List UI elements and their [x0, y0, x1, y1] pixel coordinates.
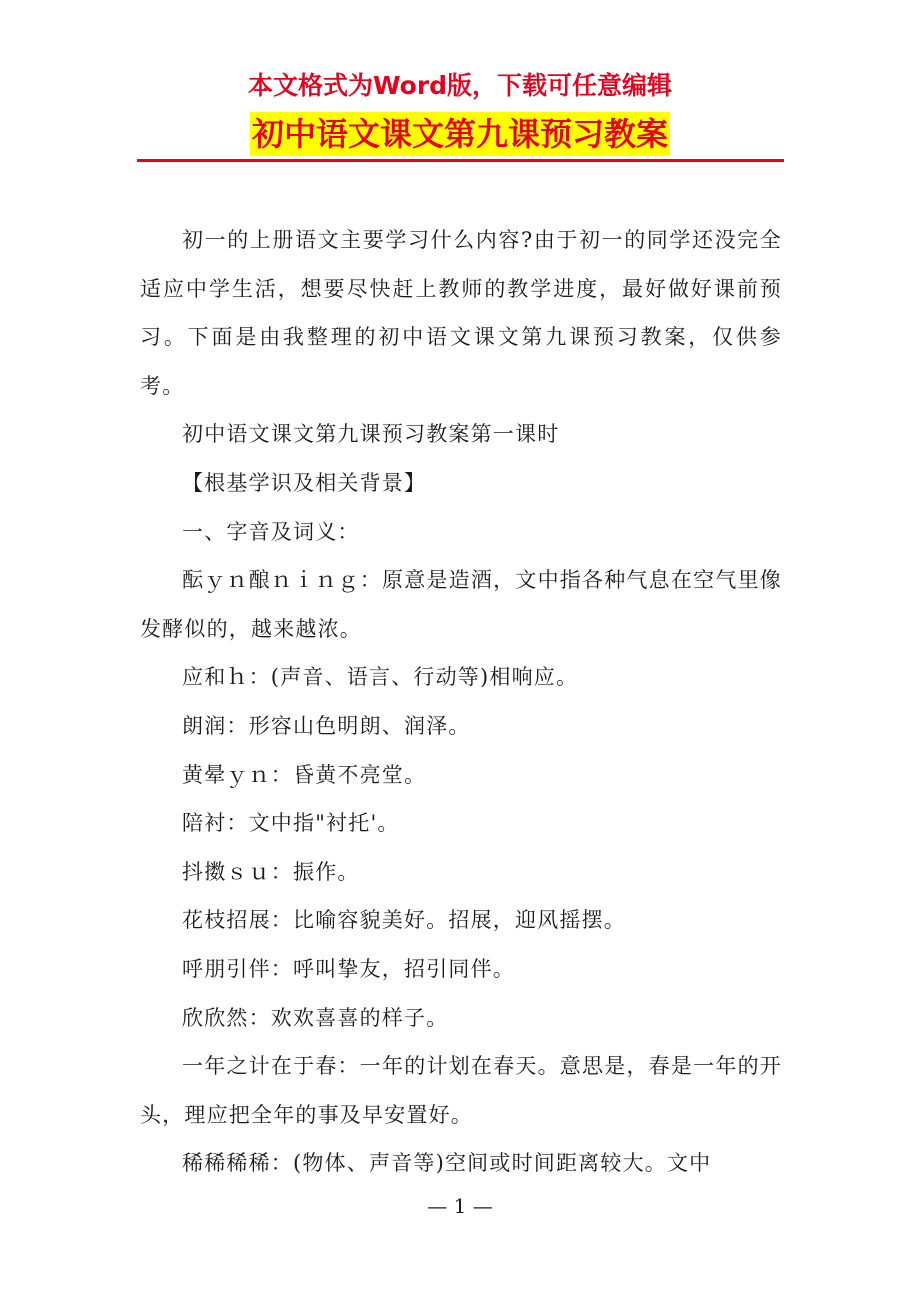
- vocab-entry: 黄晕ｙｎ：昏黄不亮堂。: [182, 762, 427, 787]
- document-body: [140, 216, 782, 1188]
- section-heading: 【根基学识及相关背景】: [182, 470, 427, 495]
- vocab-entry: 应和ｈ：(声音、语言、行动等)相响应。: [182, 665, 579, 690]
- intro-paragraph: 初一的上册语文主要学习什么内容?由于初一的同学还没完全适应中学生活，想要尽快赶上教师的教学进度，最好做好课前预习。下面是由我整理的初中语文课文第九课预习教案，仅供参考。: [140, 228, 782, 398]
- title-block: [0, 112, 920, 156]
- format-notice: 本文格式为Word版，下载可任意编辑: [247, 71, 673, 100]
- vocab-entry: 陪衬：文中指"衬托'。: [182, 811, 400, 836]
- page-number: — 1 —: [427, 1194, 493, 1218]
- vocab-entry: 呼朋引伴：呼叫挚友，招引同伴。: [182, 956, 515, 981]
- vocab-entry: 抖擞ｓｕ：振作。: [182, 859, 360, 884]
- vocab-entry: 欣欣然：欢欢喜喜的样子。: [182, 1005, 449, 1030]
- vocab-entry: 一年之计在于春：一年的计划在春天。意思是，春是一年的开头，理应把全年的事及早安置好。: [140, 1054, 782, 1127]
- document-title: 初中语文课文第九课预习教案: [250, 112, 670, 156]
- subsection-heading: 一、字音及词义：: [182, 519, 360, 544]
- vocab-entry: 酝ｙｎ酿ｎｉｎｇ：原意是造酒，文中指各种气息在空气里像发酵似的，越来越浓。: [140, 568, 782, 641]
- vocab-entry: 稀稀稀稀：(物体、声音等)空间或时间距离较大。文中: [182, 1151, 712, 1176]
- lesson-heading: 初中语文课文第九课预习教案第一课时: [182, 422, 560, 447]
- vocab-entry: 朗润：形容山色明朗、润泽。: [182, 713, 471, 738]
- title-divider: [137, 159, 784, 162]
- vocab-entry: 花枝招展：比喻容貌美好。招展，迎风摇摆。: [182, 908, 626, 933]
